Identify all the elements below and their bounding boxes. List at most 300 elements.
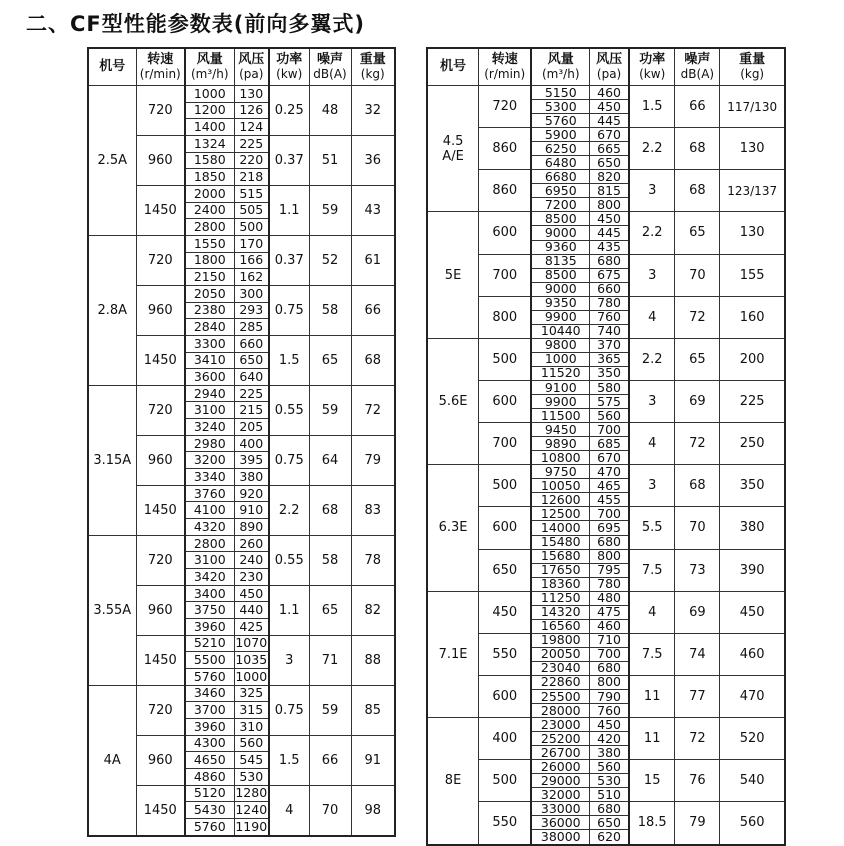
weight-cell: 123/137 [720,170,785,212]
pressure-cell: 205 [234,419,269,436]
pressure-cell: 300 [234,285,269,302]
pressure-cell: 560 [590,409,629,423]
air-volume-cell: 9800 [531,338,589,352]
air-volume-cell: 5150 [531,86,589,100]
header-speed-unit: (r/min) [484,67,526,81]
pressure-cell: 420 [590,732,629,746]
weight-cell: 98 [351,785,395,835]
noise-cell: 70 [675,254,720,296]
left-spec-table [87,47,396,837]
pressure-cell: 920 [234,485,269,502]
air-volume-cell: 12600 [531,493,589,507]
right-spec-table [426,47,786,846]
table-row [88,385,395,402]
air-volume-cell: 1850 [185,169,234,186]
header-air-volume-label: 风量 [547,52,574,67]
pressure-cell: 530 [590,774,629,788]
weight-cell: 43 [351,185,395,235]
air-volume-cell: 28000 [531,704,589,718]
air-volume-cell: 5500 [185,652,234,669]
table-row [88,535,395,552]
noise-cell: 59 [309,185,351,235]
speed-cell: 500 [479,760,532,802]
table-row [427,633,785,647]
header-row [88,48,395,86]
header-weight-label: 重量 [739,52,766,67]
pressure-cell: 680 [590,661,629,675]
table-row [427,128,785,142]
pressure-cell: 530 [234,768,269,785]
air-volume-cell: 3100 [185,402,234,419]
speed-cell: 1450 [136,185,185,235]
noise-cell: 65 [309,585,351,635]
header-pressure-unit: (pa) [239,67,264,81]
air-volume-cell: 14320 [531,605,589,619]
weight-cell: 36 [351,135,395,185]
air-volume-cell: 16560 [531,619,589,633]
air-volume-cell: 7200 [531,198,589,212]
pressure-cell: 665 [590,142,629,156]
pressure-cell: 1035 [235,652,268,668]
air-volume-cell: 3420 [185,569,234,586]
pressure-cell: 395 [234,452,269,469]
speed-cell: 960 [136,585,185,635]
power-cell: 4 [269,785,309,835]
model-cell: 4.5 A/E [427,86,479,212]
power-cell: 7.5 [629,633,675,675]
pressure-cell: 505 [234,202,269,219]
weight-cell: 380 [720,507,785,549]
weight-cell: 160 [720,296,785,338]
speed-cell: 860 [479,170,532,212]
power-cell: 11 [629,675,675,717]
power-cell: 15 [629,760,675,802]
header-model-label: 机号 [440,59,467,74]
pressure-cell: 820 [590,170,629,184]
pressure-cell: 465 [590,479,629,493]
pressure-cell: 225 [234,385,269,402]
table-row [427,760,785,774]
air-volume-cell: 6950 [531,184,589,198]
air-volume-cell: 26000 [531,760,589,774]
power-cell: 11 [629,718,675,760]
air-volume-cell: 32000 [531,788,589,802]
air-volume-cell: 4320 [185,519,234,536]
pressure-cell: 1240 [235,802,268,818]
model-cell: 2.8A [88,235,136,385]
pressure-cell: 510 [590,788,629,802]
header-power [629,48,675,86]
pressure-cell: 450 [590,100,629,114]
header-pressure-unit: (pa) [596,67,622,81]
speed-cell: 960 [136,135,185,185]
noise-cell: 74 [675,633,720,675]
air-volume-cell: 12500 [531,507,589,521]
page-title: 二、CF型性能参数表(前向多翼式) [26,12,365,36]
air-volume-cell: 3410 [185,352,234,369]
power-cell: 1.1 [269,185,309,235]
table-row [88,86,395,103]
air-volume-cell: 5210 [185,635,234,652]
pressure-cell: 780 [590,577,629,591]
air-volume-cell: 2800 [185,535,234,552]
model-cell: 6.3E [427,465,479,591]
air-volume-cell: 2800 [185,219,234,236]
speed-cell: 700 [479,254,532,296]
air-volume-cell: 1800 [185,252,234,269]
air-volume-cell: 6480 [531,156,589,170]
model-cell: 8E [427,718,479,845]
air-volume-cell: 8135 [531,254,589,268]
air-volume-cell: 9360 [531,240,589,254]
power-cell: 2.2 [269,485,309,535]
speed-cell: 800 [479,296,532,338]
header-noise [309,48,351,86]
model-cell: 5.6E [427,338,479,464]
pressure-cell: 700 [590,423,629,437]
speed-cell: 720 [136,535,185,585]
pressure-cell: 445 [590,114,629,128]
pressure-cell: 780 [590,296,629,310]
speed-cell: 550 [479,802,532,845]
pressure-cell: 685 [590,437,629,451]
air-volume-cell: 2840 [185,319,234,336]
pressure-cell: 670 [590,128,629,142]
power-cell: 2.2 [629,128,675,170]
pressure-cell: 680 [590,254,629,268]
air-volume-cell: 10800 [531,451,589,465]
header-model [427,48,479,86]
air-volume-cell: 22860 [531,675,589,689]
header-pressure-label: 风压 [596,52,623,67]
noise-cell: 59 [309,685,351,735]
noise-cell: 65 [675,338,720,380]
air-volume-cell: 9750 [531,465,589,479]
air-volume-cell: 9900 [531,310,589,324]
noise-cell: 66 [675,86,720,128]
pressure-cell: 460 [590,86,629,100]
air-volume-cell: 26700 [531,746,589,760]
noise-cell: 72 [675,423,720,465]
header-power [269,48,309,86]
air-volume-cell: 36000 [531,816,589,830]
power-cell: 3 [269,635,309,685]
power-cell: 7.5 [629,549,675,591]
pressure-cell: 240 [234,552,269,569]
power-cell: 18.5 [629,802,675,845]
pressure-cell: 700 [590,647,629,661]
air-volume-cell: 2050 [185,285,234,302]
noise-cell: 64 [309,435,351,485]
model-cell: 4A [88,685,136,835]
air-volume-cell: 2980 [185,435,234,452]
air-volume-cell: 23040 [531,661,589,675]
pressure-cell: 225 [234,135,269,152]
noise-cell: 72 [675,718,720,760]
pressure-cell: 660 [590,282,629,296]
table-row [427,254,785,268]
weight-cell: 32 [351,86,395,136]
air-volume-cell: 5120 [185,785,234,802]
pressure-cell: 790 [590,690,629,704]
speed-cell: 720 [479,86,532,128]
air-volume-cell: 10050 [531,479,589,493]
pressure-cell: 475 [590,605,629,619]
noise-cell: 68 [675,128,720,170]
header-power-unit: (kw) [276,67,303,81]
pressure-cell: 130 [234,86,269,103]
air-volume-cell: 19800 [531,633,589,647]
header-speed-label: 转速 [147,52,174,67]
noise-cell: 58 [309,535,351,585]
air-volume-cell: 11250 [531,591,589,605]
model-cell: 3.15A [88,385,136,535]
pressure-cell: 800 [590,549,629,563]
table-row [88,685,395,702]
speed-cell: 500 [479,465,532,507]
noise-cell: 72 [675,296,720,338]
air-volume-cell: 9000 [531,226,589,240]
power-cell: 0.25 [269,86,309,136]
air-volume-cell: 18360 [531,577,589,591]
weight-cell: 155 [720,254,785,296]
noise-cell: 69 [675,380,720,422]
speed-cell: 960 [136,435,185,485]
table-row [427,212,785,226]
air-volume-cell: 1550 [185,235,234,252]
table-row [427,465,785,479]
power-cell: 1.5 [629,86,675,128]
pressure-cell: 220 [234,152,269,169]
weight-cell: 390 [720,549,785,591]
pressure-cell: 650 [590,816,629,830]
pressure-cell: 800 [590,198,629,212]
weight-cell: 130 [720,212,785,254]
air-volume-cell: 17650 [531,563,589,577]
speed-cell: 860 [479,128,532,170]
speed-cell: 600 [479,507,532,549]
pressure-cell: 500 [234,219,269,236]
air-volume-cell: 3700 [185,702,234,719]
power-cell: 3 [629,380,675,422]
speed-cell: 1450 [136,785,185,835]
weight-cell: 85 [351,685,395,735]
header-row [427,48,785,86]
noise-cell: 70 [675,507,720,549]
power-cell: 2.2 [629,212,675,254]
header-noise-unit: dB(A) [313,67,347,81]
power-cell: 3 [629,254,675,296]
speed-cell: 450 [479,591,532,633]
power-cell: 0.75 [269,435,309,485]
header-noise-label: 噪声 [316,52,343,67]
air-volume-cell: 3960 [185,619,234,636]
air-volume-cell: 9900 [531,395,589,409]
header-speed-label: 转速 [491,52,518,67]
weight-cell: 78 [351,535,395,585]
weight-cell: 83 [351,485,395,535]
table-row [427,86,785,100]
header-weight-unit: (kg) [360,67,385,81]
weight-cell: 72 [351,385,395,435]
air-volume-cell: 6680 [531,170,589,184]
power-cell: 3 [629,465,675,507]
weight-cell: 82 [351,585,395,635]
noise-cell: 69 [675,591,720,633]
air-volume-cell: 3750 [185,602,234,619]
air-volume-cell: 3300 [185,335,234,352]
air-volume-cell: 3600 [185,369,234,386]
table-row [88,235,395,252]
speed-cell: 960 [136,735,185,785]
model-cell: 5E [427,212,479,338]
table-row [427,591,785,605]
air-volume-cell: 9000 [531,282,589,296]
air-volume-cell: 1400 [185,119,234,136]
speed-cell: 500 [479,338,532,380]
air-volume-cell: 5760 [531,114,589,128]
air-volume-cell: 3340 [185,469,234,486]
table-row [427,675,785,689]
pressure-cell: 760 [590,310,629,324]
pressure-cell: 460 [590,619,629,633]
air-volume-cell: 8500 [531,268,589,282]
header-noise [675,48,720,86]
pressure-cell: 310 [234,718,269,735]
noise-cell: 65 [309,335,351,385]
power-cell: 4 [629,591,675,633]
pressure-cell: 695 [590,521,629,535]
table-row [427,507,785,521]
pressure-cell: 365 [590,352,629,366]
air-volume-cell: 25200 [531,732,589,746]
pressure-cell: 910 [234,502,269,519]
noise-cell: 73 [675,549,720,591]
pressure-cell: 435 [590,240,629,254]
weight-cell: 117/130 [720,86,785,128]
pressure-cell: 450 [590,718,629,732]
speed-cell: 600 [479,675,532,717]
air-volume-cell: 10440 [531,324,589,338]
speed-cell: 600 [479,380,532,422]
weight-cell: 250 [720,423,785,465]
power-cell: 2.2 [629,338,675,380]
header-air-volume [531,48,589,86]
air-volume-cell: 3100 [185,552,234,569]
pressure-cell: 795 [590,563,629,577]
pressure-cell: 170 [234,235,269,252]
pressure-cell: 575 [590,395,629,409]
pressure-cell: 455 [590,493,629,507]
air-volume-cell: 5760 [185,818,234,835]
noise-cell: 79 [675,802,720,845]
pressure-cell: 315 [234,702,269,719]
table-row [427,802,785,816]
pressure-cell: 293 [234,302,269,319]
noise-cell: 76 [675,760,720,802]
weight-cell: 61 [351,235,395,285]
air-volume-cell: 23000 [531,718,589,732]
air-volume-cell: 1000 [185,86,234,103]
air-volume-cell: 11500 [531,409,589,423]
pressure-cell: 162 [234,269,269,286]
speed-cell: 1450 [136,635,185,685]
power-cell: 0.55 [269,385,309,435]
pressure-cell: 450 [234,585,269,602]
pressure-cell: 560 [590,760,629,774]
pressure-cell: 215 [234,402,269,419]
table-row [427,338,785,352]
table-row [427,718,785,732]
air-volume-cell: 29000 [531,774,589,788]
header-noise-label: 噪声 [684,52,711,67]
power-cell: 4 [629,423,675,465]
pressure-cell: 218 [234,169,269,186]
air-volume-cell: 11520 [531,366,589,380]
pressure-cell: 660 [234,335,269,352]
weight-cell: 79 [351,435,395,485]
power-cell: 0.55 [269,535,309,585]
header-speed [136,48,185,86]
air-volume-cell: 8500 [531,212,589,226]
air-volume-cell: 38000 [531,830,589,845]
air-volume-cell: 5300 [531,100,589,114]
noise-cell: 68 [309,485,351,535]
pressure-cell: 1000 [235,668,268,684]
pressure-cell: 126 [234,102,269,119]
speed-cell: 720 [136,685,185,735]
noise-cell: 68 [675,465,720,507]
speed-cell: 650 [479,549,532,591]
pressure-cell: 740 [590,324,629,338]
header-weight [720,48,785,86]
pressure-cell: 515 [234,185,269,202]
table-row [427,423,785,437]
table-row [427,549,785,563]
pressure-cell: 675 [590,268,629,282]
air-volume-cell: 1200 [185,102,234,119]
weight-cell: 560 [720,802,785,845]
noise-cell: 58 [309,285,351,335]
noise-cell: 77 [675,675,720,717]
pressure-cell: 440 [234,602,269,619]
pressure-cell: 700 [590,507,629,521]
pressure-cell: 815 [590,184,629,198]
pressure-cell: 760 [590,704,629,718]
header-air-volume-unit: (m³/h) [190,67,229,81]
air-volume-cell: 3460 [185,685,234,702]
noise-cell: 70 [309,785,351,835]
noise-cell: 68 [675,170,720,212]
header-power-label: 功率 [276,52,303,67]
air-volume-cell: 3200 [185,452,234,469]
weight-cell: 460 [720,633,785,675]
speed-cell: 960 [136,285,185,335]
air-volume-cell: 9890 [531,437,589,451]
pressure-cell: 166 [234,252,269,269]
table-row [427,380,785,394]
air-volume-cell: 2380 [185,302,234,319]
air-volume-cell: 5900 [531,128,589,142]
power-cell: 1.1 [269,585,309,635]
header-power-unit: (kw) [639,67,666,81]
noise-cell: 52 [309,235,351,285]
model-cell: 7.1E [427,591,479,717]
air-volume-cell: 2150 [185,269,234,286]
pressure-cell: 545 [234,752,269,769]
weight-cell: 225 [720,380,785,422]
power-cell: 0.75 [269,685,309,735]
